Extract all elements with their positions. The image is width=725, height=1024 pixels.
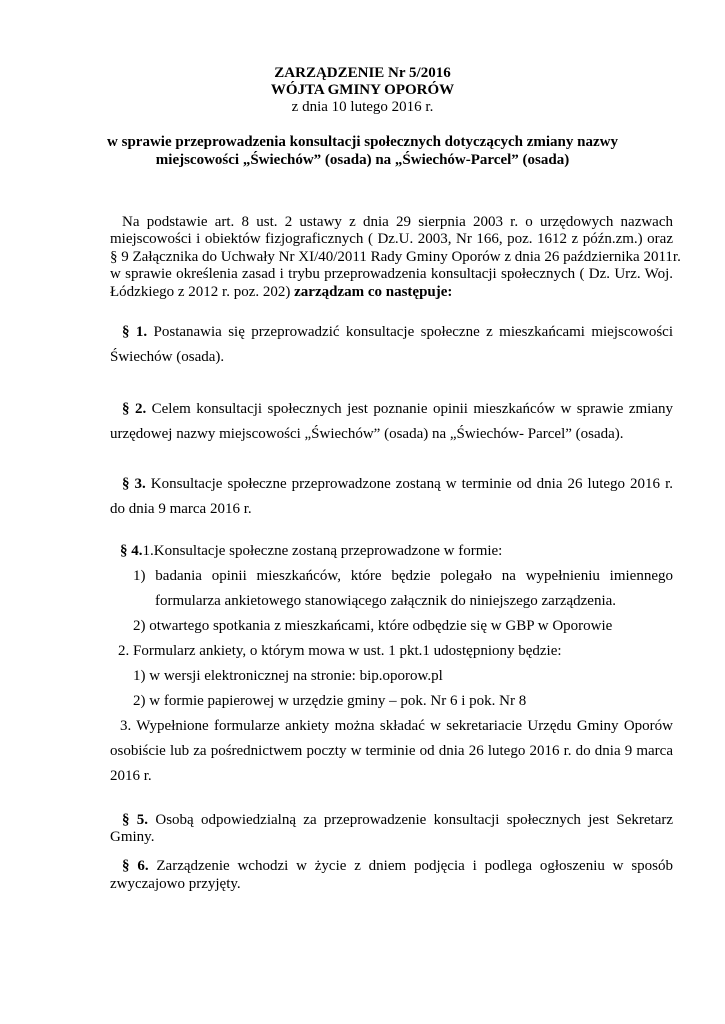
document-title: ZARZĄDZENIE Nr 5/2016: [274, 65, 451, 81]
section-mark: § 3.: [122, 476, 146, 492]
paragraph-4-point-3-line-1: 3. Wypełnione formularze ankiety można składać w sekretariacie Urzędu Gminy Oporów: [120, 718, 673, 734]
paragraph-6-line-2: zwyczajowo przyjęty.: [110, 876, 241, 892]
paragraph-1-line-2: Świechów (osada).: [110, 349, 225, 365]
document-date: z dnia 10 lutego 2016 r.: [291, 99, 434, 115]
subject-line-1: w sprawie przeprowadzenia konsultacji społecznych dotyczących zmiany nazwy: [107, 134, 618, 150]
paragraph-4-point-2-item-2: 2) w formie papierowej w urzędzie gminy – pok. Nr 6 i pok. Nr 8: [133, 693, 527, 709]
paragraph-4-item-1-line-2: formularza ankietowego stanowiącego załącznik do niniejszego zarządzenia.: [155, 593, 617, 609]
preamble-line-3: § 9 Załącznika do Uchwały Nr XI/40/2011 Rady Gminy Oporów z dnia 26 października 2011r.: [110, 249, 681, 265]
paragraph-4-point-2: 2. Formularz ankiety, o którym mowa w ust. 1 pkt.1 udostępniony będzie:: [118, 643, 562, 659]
paragraph-5-line-1: § 5. Osobą odpowiedzialną za przeprowadzenie konsultacji społecznych jest Sekretarz: [122, 812, 673, 828]
paragraph-6-line-1: § 6. Zarządzenie wchodzi w życie z dniem podjęcia i podlega ogłoszeniu w sposób: [122, 858, 674, 874]
paragraph-1-line-1: § 1. Postanawia się przeprowadzić konsultacje społeczne z mieszkańcami miejscowości: [122, 324, 673, 340]
paragraph-4-point-3-line-2: osobiście lub za pośrednictwem poczty w terminie od dnia 26 lutego 2016 r. do dnia 9 marca: [110, 743, 673, 759]
subject-line-2: miejscowości „Świechów” (osada) na „Świechów-Parcel” (osada): [155, 152, 570, 168]
paragraph-4-point-2-item-1: 1) w wersji elektronicznej na stronie: bip.oporow.pl: [133, 668, 443, 684]
preamble-line-5: Łódzkiego z 2012 r. poz. 202) zarządzam co następuje:: [110, 284, 453, 300]
preamble-line-1: Na podstawie art. 8 ust. 2 ustawy z dnia 29 sierpnia 2003 r. o urzędowych nazwach: [122, 214, 673, 230]
preamble-line-2: miejscowości i obiektów fizjograficznych ( Dz.U. 2003, Nr 166, poz. 1612 z późn.zm.) oraz: [110, 231, 673, 247]
decree-phrase: zarządzam co następuje:: [294, 284, 453, 300]
section-mark: § 5.: [122, 812, 149, 828]
paragraph-4-point-3-line-3: 2016 r.: [110, 768, 152, 784]
paragraph-4-item-2: 2) otwartego spotkania z mieszkańcami, które odbędzie się w GBP w Oporowie: [133, 618, 613, 634]
section-mark: § 6.: [122, 858, 149, 874]
paragraph-4-item-1-line-1: 1) badania opinii mieszkańców, które będzie polegało na wypełnieniu imiennego: [133, 568, 673, 584]
section-mark: § 4.: [120, 543, 143, 559]
paragraph-4-intro: § 4.1.Konsultacje społeczne zostaną przeprowadzone w formie:: [120, 543, 503, 559]
document-issuer: WÓJTA GMINY OPORÓW: [270, 82, 455, 98]
paragraph-3-line-1: § 3. Konsultacje społeczne przeprowadzone zostaną w terminie od dnia 26 lutego 2016 r.: [122, 476, 674, 492]
paragraph-3-line-2: do dnia 9 marca 2016 r.: [110, 501, 252, 517]
preamble-line-4: w sprawie określenia zasad i trybu przeprowadzenia konsultacji społecznych ( Dz. Urz. Woj.: [110, 266, 673, 282]
paragraph-2-line-2: urzędowej nazwy miejscowości „Świechów” (osada) na „Świechów- Parcel” (osada).: [110, 426, 624, 442]
section-mark: § 2.: [122, 401, 147, 417]
section-mark: § 1.: [122, 324, 148, 340]
paragraph-5-line-2: Gminy.: [110, 829, 155, 845]
paragraph-2-line-1: § 2. Celem konsultacji społecznych jest poznanie opinii mieszkańców w sprawie zmiany: [122, 401, 674, 417]
